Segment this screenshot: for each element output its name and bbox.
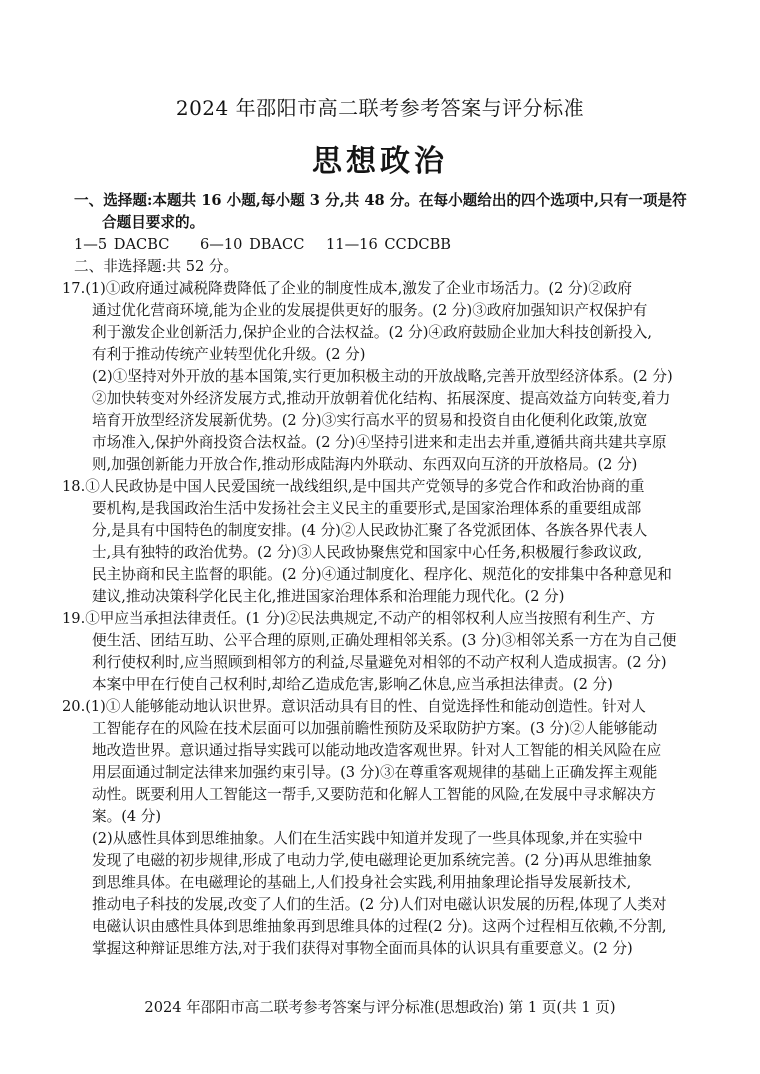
section2-heading: 二、非选择题:共 52 分。	[74, 258, 239, 275]
q18-line: 分,是具有中国特色的制度安排。(4 分)②人民政协汇聚了各党派团体、各族各界代表人	[92, 522, 648, 539]
question-20	[62, 696, 694, 960]
question-18	[62, 476, 694, 608]
q18-line: 18.①人民政协是中国人民爱国统一战线组织,是中国共产党领导的多党合作和政治协商的重	[62, 478, 645, 495]
q17-part2-line: ②加快转变对外经济发展方式,推动开放朝着优化结构、拓展深度、提高效益方向转变,着力	[92, 390, 671, 407]
q17-line: 17.(1)①政府通过减税降费降低了企业的制度性成本,激发了企业市场活力。(2 分)②政府	[62, 280, 633, 297]
subject-title: 思想政治	[312, 144, 448, 179]
q20-part2-line: 到思维具体。在电磁理论的基础上,人们投身社会实践,利用抽象理论指导发展新技术,	[92, 874, 632, 891]
q17-part2-line: 培育开放型经济发展新优势。(2 分)③实行高水平的贸易和投资自由化便利化政策,放宽	[92, 412, 648, 429]
q20-part2-line: 掌握这种辩证思维方法,对于我们获得对事物全面而具体的认识具有重要意义。(2 分)	[92, 940, 633, 957]
q20-line: 20.(1)①人能够能动地认识世界。意识活动具有目的性、自觉选择性和能动创造性。针对人	[62, 698, 646, 715]
q19-line: 便生活、团结互助、公平合理的原则,正确处理相邻关系。(3 分)③相邻关系一方在为自己便	[92, 632, 677, 649]
q17-line: 利于激发企业创新活力,保护企业的合法权益。(2 分)④政府鼓励企业加大科技创新投入,	[92, 324, 652, 341]
q18-line: 要机构,是我国政治生活中发扬社会主义民主的重要形式,是国家治理体系的重要组成部	[92, 500, 642, 517]
q20-line: 地改造世界。意识通过指导实践可以能动地改造客观世界。针对人工智能的相关风险在应	[92, 742, 662, 759]
q18-line: 士,具有独特的政治优势。(2 分)③人民政协聚焦党和国家中心任务,积极履行参政议政,	[92, 544, 643, 561]
q20-part2-line: 推动电子科技的发展,改变了人们的生活。(2 分)人们对电磁认识发展的历程,体现了人类对	[92, 896, 667, 913]
answer-group-1-5: 1—5 DACBC	[74, 236, 170, 253]
q17-line: 有利于推动传统产业转型优化升级。(2 分)	[92, 346, 366, 363]
q19-line: 19.①甲应当承担法律责任。(1 分)②民法典规定,不动产的相邻权利人应当按照有利生产、方	[62, 610, 656, 627]
document-title: 2024 年邵阳市高二联考参考答案与评分标准	[175, 96, 585, 120]
page-footer: 2024 年邵阳市高二联考参考答案与评分标准(思想政治) 第 1 页(共 1 页)	[144, 999, 616, 1016]
q20-part2-line: (2)从感性具体到思维抽象。人们在生活实践中知道并发现了一些具体现象,并在实验中	[92, 830, 643, 847]
document-body	[62, 190, 694, 960]
question-17	[62, 278, 694, 476]
section1-heading-line2: 合题目要求的。	[102, 214, 205, 231]
answer-group-6-10: 6—10 DBACC	[200, 236, 305, 253]
q19-line: 利行使权利时,应当照顾到相邻方的利益,尽量避免对相邻的不动产权利人造成损害。(2 分)	[92, 654, 667, 671]
q20-line: 用层面通过制定法律来加强约束引导。(3 分)③在尊重客观规律的基础上正确发挥主观能	[92, 764, 658, 781]
q20-part2-line: 发现了电磁的初步规律,形成了电动力学,使电磁理论更加系统完善。(2 分)再从思维抽象	[92, 852, 652, 869]
q19-line: 本案中甲在行使自己权利时,却给乙造成危害,影响乙休息,应当承担法律责。(2 分)	[92, 676, 613, 693]
question-19	[62, 608, 694, 696]
section-choice-questions	[74, 190, 694, 256]
section1-heading-line1: 一、选择题:本题共 16 小题,每小题 3 分,共 48 分。在每小题给出的四个选项中,只有一项是符	[74, 192, 687, 209]
q20-line: 案。(4 分)	[92, 808, 162, 825]
answer-group-11-16: 11—16 CCDCBB	[326, 236, 452, 253]
q18-line: 建议,推动决策科学化民主化,推进国家治理体系和治理能力现代化。(2 分)	[92, 588, 565, 605]
q20-part2-line: 电磁认识由感性具体到思维抽象再到思维具体的过程(2 分)。这两个过程相互依赖,不分割,	[92, 918, 667, 935]
q17-part2-line: 市场准入,保护外商投资合法权益。(2 分)④坚持引进来和走出去并重,遵循共商共建共享原	[92, 434, 667, 451]
choice-answers	[74, 234, 694, 256]
q20-line: 动性。既要利用人工智能这一帮手,又要防范和化解人工智能的风险,在发展中寻求解决方	[92, 786, 656, 803]
q20-line: 工智能存在的风险在技术层面可以加强前瞻性预防及采取防护方案。(3 分)②人能够能动	[92, 720, 658, 737]
q17-part2-line: 则,加强创新能力开放合作,推动形成陆海内外联动、东西双向互济的开放格局。(2 分)	[92, 456, 638, 473]
q17-part2-line: (2)①坚持对外开放的基本国策,实行更加积极主动的开放战略,完善开放型经济体系。(2 分)	[92, 368, 673, 385]
q17-line: 通过优化营商环境,能为企业的发展提供更好的服务。(2 分)③政府加强知识产权保护有	[92, 302, 648, 319]
q18-line: 民主协商和民主监督的职能。(2 分)④通过制度化、程序化、规范化的安排集中各种意见和	[92, 566, 672, 583]
